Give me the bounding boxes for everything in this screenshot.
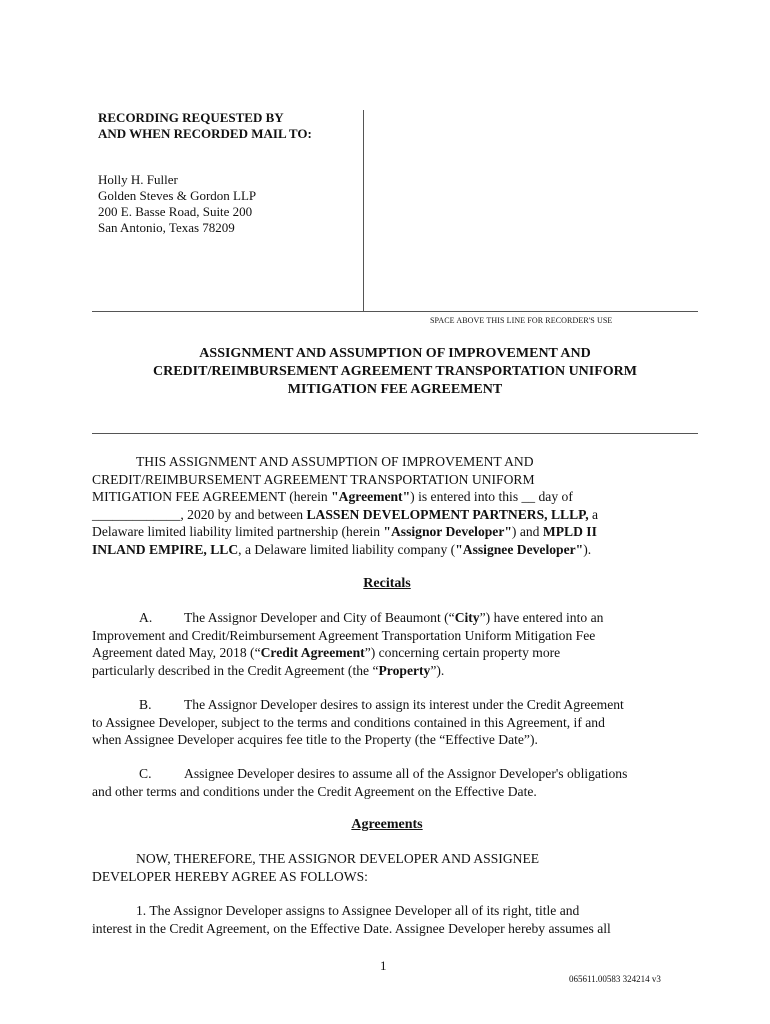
intro-text: Delaware limited liability limited partnership (herein bbox=[92, 524, 384, 539]
intro-text: CREDIT/REIMBURSEMENT AGREEMENT TRANSPORTATION UNIFORM bbox=[92, 471, 535, 487]
defined-term-assignee: "Assignee Developer" bbox=[455, 541, 584, 557]
title-line: ASSIGNMENT AND ASSUMPTION OF IMPROVEMENT AND bbox=[199, 346, 591, 361]
recital-line: when Assignee Developer acquires fee title to the Property (the “Effective Date”). bbox=[92, 732, 538, 747]
recital-line: to Assignee Developer, subject to the terms and conditions contained in this Agreement, if and bbox=[92, 714, 605, 730]
recital-c bbox=[92, 765, 682, 800]
agreements-heading: Agreements bbox=[351, 817, 423, 832]
agreement-line: 1. The Assignor Developer assigns to Assignee Developer all of its right, title and bbox=[136, 903, 580, 918]
title-line: MITIGATION FEE AGREEMENT bbox=[287, 382, 503, 397]
recital-line bbox=[92, 696, 682, 714]
recital-text: The Assignor Developer and City of Beaumont (“ bbox=[184, 610, 455, 625]
defined-term-assignor: "Assignor Developer" bbox=[383, 524, 512, 539]
defined-term-city: City bbox=[454, 610, 480, 625]
page-number: 1 bbox=[380, 958, 387, 973]
now-therefore-paragraph bbox=[92, 850, 682, 885]
document-id: 065611.00583 324214 v3 bbox=[569, 974, 661, 984]
recording-vertical-divider bbox=[363, 110, 364, 311]
defined-term-property: Property bbox=[378, 662, 431, 678]
recording-header bbox=[98, 110, 358, 142]
intro-line bbox=[92, 488, 682, 506]
intro-text: ). bbox=[583, 541, 592, 557]
address-line: Golden Steves & Gordon LLP bbox=[98, 188, 257, 203]
agreement-line: DEVELOPER HEREBY AGREE AS FOLLOWS: bbox=[92, 868, 368, 884]
address-line: 200 E. Basse Road, Suite 200 bbox=[98, 204, 253, 219]
intro-text: ) and bbox=[511, 524, 543, 539]
recorder-space-divider bbox=[92, 311, 698, 312]
recital-letter: B. bbox=[139, 697, 152, 712]
recording-header-line2: AND WHEN RECORDED MAIL TO: bbox=[98, 126, 312, 141]
recital-line: Improvement and Credit/Reimbursement Agreement Transportation Uniform Mitigation Fee bbox=[92, 627, 596, 643]
recording-header-line1: RECORDING REQUESTED BY bbox=[98, 110, 284, 125]
recital-text: The Assignor Developer desires to assign its interest under the Credit Agreement bbox=[184, 697, 624, 712]
intro-line bbox=[92, 541, 682, 559]
recital-line bbox=[92, 765, 682, 783]
title-line: CREDIT/REIMBURSEMENT AGREEMENT TRANSPORTATION UNIFORM bbox=[153, 364, 637, 379]
intro-text: a bbox=[588, 506, 599, 522]
agreement-line: interest in the Credit Agreement, on the Effective Date. Assignee Developer hereby assumes all bbox=[92, 920, 611, 936]
title-divider bbox=[92, 433, 698, 434]
recital-text: Agreement dated May, 2018 (“ bbox=[92, 645, 261, 660]
recital-line bbox=[92, 662, 682, 680]
recital-letter: A. bbox=[139, 610, 153, 625]
recorder-space-note: SPACE ABOVE THIS LINE FOR RECORDER'S USE bbox=[430, 316, 613, 325]
recital-text: Assignee Developer desires to assume all of the Assignor Developer's obligations bbox=[184, 766, 628, 781]
intro-text: THIS ASSIGNMENT AND ASSUMPTION OF IMPROVEMENT AND bbox=[136, 454, 534, 469]
intro-line bbox=[92, 523, 682, 541]
intro-line bbox=[92, 453, 682, 471]
intro-text: , a Delaware limited liability company ( bbox=[238, 541, 456, 557]
recital-text: ”) concerning certain property more bbox=[364, 645, 561, 660]
agreement-item-1 bbox=[92, 902, 682, 937]
party-name-assignee: MPLD II bbox=[542, 524, 597, 539]
defined-term-agreement: "Agreement" bbox=[331, 489, 411, 504]
recital-line bbox=[92, 644, 682, 662]
intro-paragraph bbox=[92, 453, 682, 558]
intro-line bbox=[92, 471, 682, 489]
defined-term-credit-agreement: Credit Agreement bbox=[260, 645, 365, 660]
agreement-line: NOW, THEREFORE, THE ASSIGNOR DEVELOPER AND ASSIGNEE bbox=[136, 851, 540, 866]
recital-text: particularly described in the Credit Agreement (the “ bbox=[92, 662, 379, 678]
address-line: Holly H. Fuller bbox=[98, 172, 178, 187]
party-name-assignor: LASSEN DEVELOPMENT PARTNERS, LLLP, bbox=[306, 506, 589, 522]
recital-b bbox=[92, 696, 682, 749]
mail-to-address bbox=[98, 172, 256, 236]
document-title bbox=[92, 345, 698, 399]
recital-text: ”). bbox=[430, 662, 445, 678]
recital-a bbox=[92, 609, 682, 679]
recital-text: ”) have entered into an bbox=[479, 610, 604, 625]
address-line: San Antonio, Texas 78209 bbox=[98, 220, 235, 235]
intro-text: _____________, 2020 by and between bbox=[92, 506, 307, 522]
intro-text: MITIGATION FEE AGREEMENT (herein bbox=[92, 489, 332, 504]
recitals-heading: Recitals bbox=[363, 576, 411, 591]
recital-line bbox=[92, 609, 682, 627]
recital-line: and other terms and conditions under the Credit Agreement on the Effective Date. bbox=[92, 783, 537, 799]
recital-letter: C. bbox=[139, 766, 152, 781]
party-name-assignee: INLAND EMPIRE, LLC bbox=[92, 541, 239, 557]
intro-text: ) is entered into this __ day of bbox=[410, 489, 573, 504]
intro-line bbox=[92, 506, 682, 524]
